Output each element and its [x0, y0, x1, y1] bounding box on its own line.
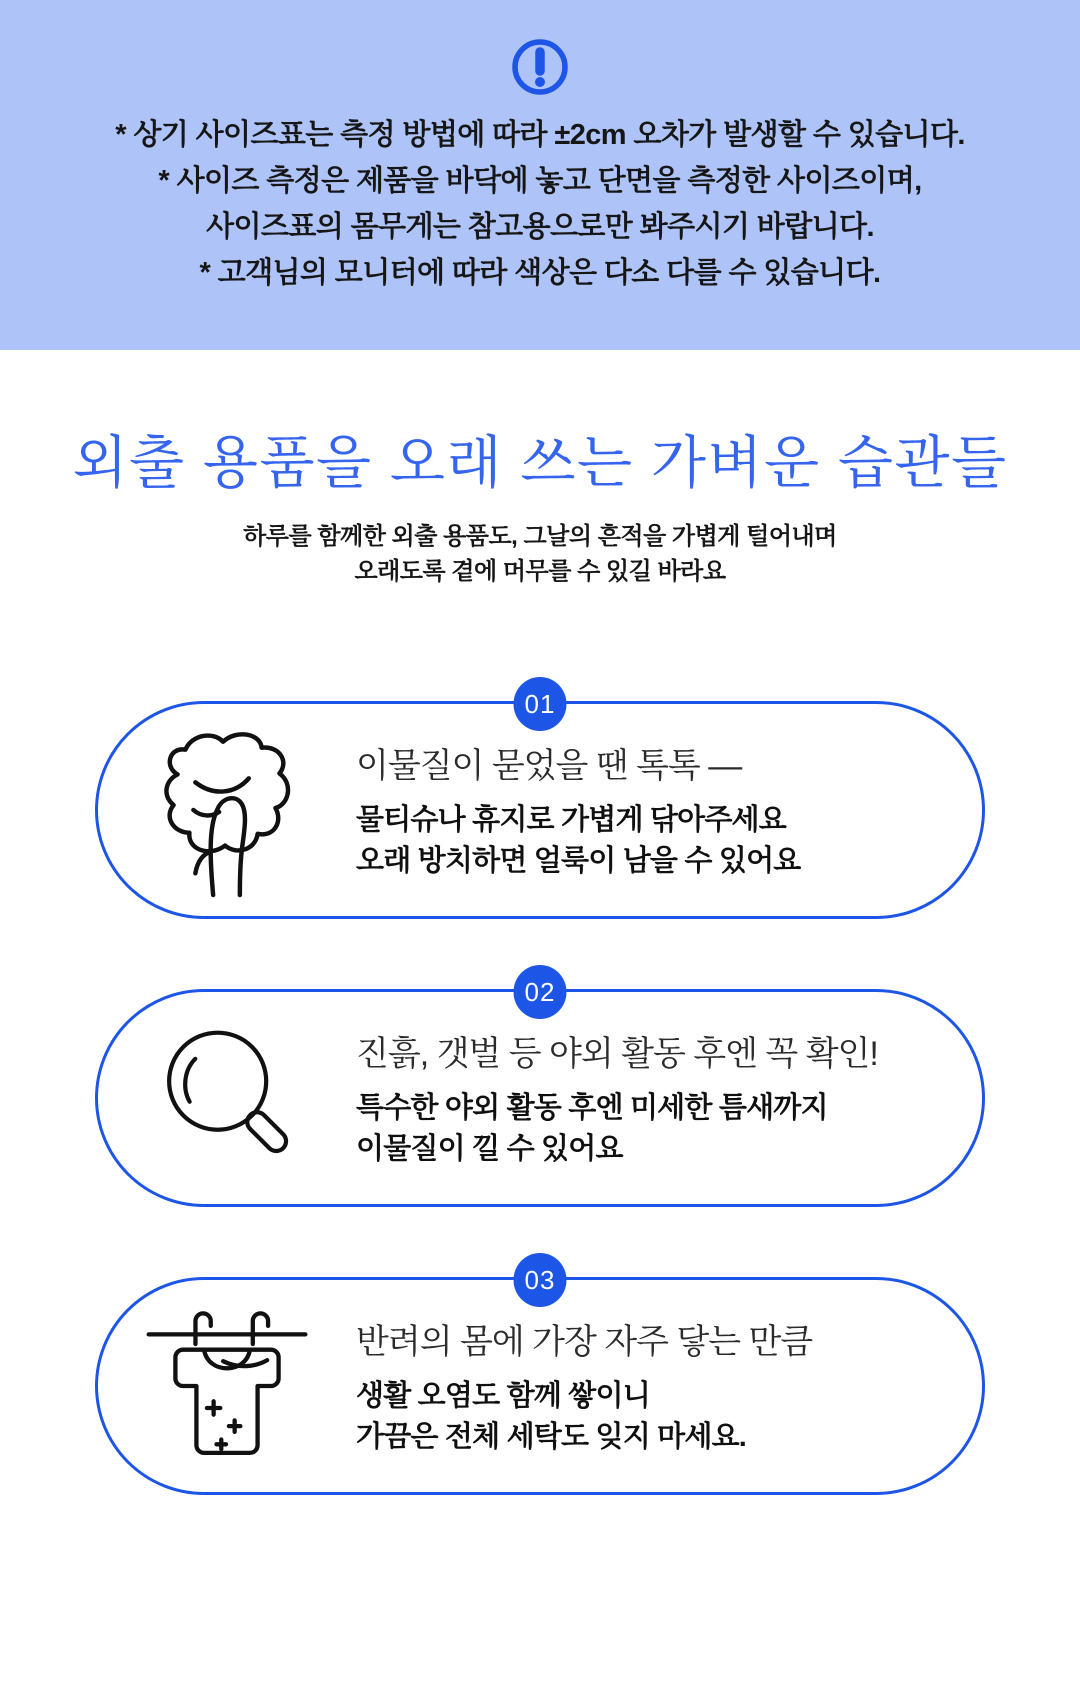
magnifier-icon	[98, 1014, 356, 1182]
card-heading: 이물질이 묻었을 땐 톡톡 —	[356, 747, 742, 785]
card-heading: 진흙, 갯벌 등 야외 활동 후엔 꼭 확인!	[356, 1035, 878, 1073]
notice-line-1: * 상기 사이즈표는 측정 방법에 따라 ±2cm 오차가 발생할 수 있습니다.	[115, 119, 965, 151]
habits-intro	[0, 432, 1080, 589]
notice-line-2: * 사이즈 측정은 제품을 바닥에 놓고 단면을 측정한 사이즈이며,	[158, 165, 922, 197]
section-title: 외출 용품을 오래 쓰는 가벼운 습관들	[72, 431, 1008, 495]
card-body-line-1: 물티슈나 휴지로 가볍게 닦아주세요	[356, 804, 786, 836]
card-body-line-1: 특수한 야외 활동 후엔 미세한 틈새까지	[356, 1092, 828, 1124]
card-body-line-2: 오래 방치하면 얼룩이 남을 수 있어요	[356, 845, 801, 877]
section-subtitle-line-1: 하루를 함께한 외출 용품도, 그날의 흔적을 가볍게 털어내며	[243, 523, 837, 550]
section-subtitle-line-2: 오래도록 곁에 머무를 수 있길 바라요	[354, 558, 726, 585]
habit-card-3	[95, 1264, 985, 1495]
wipe-hand-icon	[98, 721, 356, 899]
notice-banner	[0, 0, 1080, 350]
card-body-line-2: 가끔은 전체 세탁도 잊지 마세요.	[356, 1421, 747, 1453]
card-number-badge: 02	[514, 965, 567, 1019]
card-body-line-1: 생활 오염도 함께 쌓이니	[356, 1380, 650, 1412]
habit-card-1	[95, 688, 985, 919]
habit-card-list	[0, 688, 1080, 1495]
card-heading: 반려의 몸에 가장 자주 닿는 만큼	[356, 1323, 813, 1361]
laundry-shirt-icon	[98, 1300, 356, 1472]
notice-line-3: 사이즈표의 몸무게는 참고용으로만 봐주시기 바랍니다.	[206, 211, 874, 243]
habit-card-2	[95, 976, 985, 1207]
notice-line-4: * 고객님의 모니터에 따라 색상은 다소 다를 수 있습니다.	[199, 257, 881, 289]
card-number-badge: 01	[514, 677, 567, 731]
card-number-badge: 03	[514, 1253, 567, 1307]
card-body-line-2: 이물질이 낄 수 있어요	[356, 1133, 623, 1165]
exclamation-circle-icon	[511, 38, 569, 96]
